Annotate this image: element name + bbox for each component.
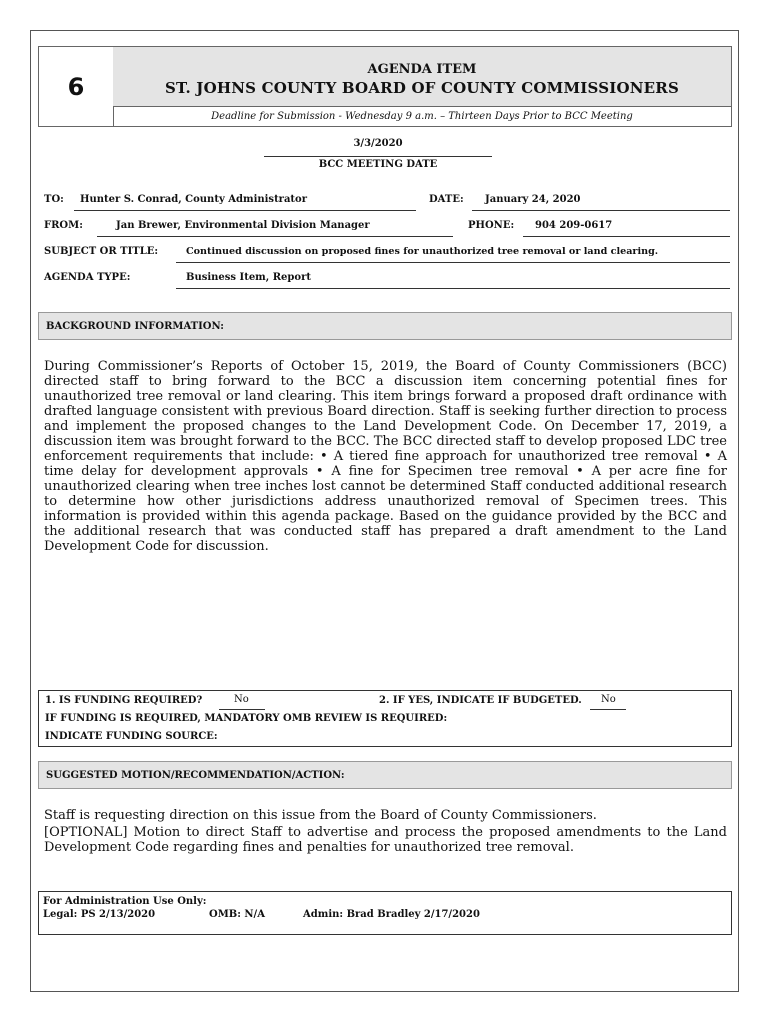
background-text: During Commissioner’s Reports of October 15, 2019, the Board of County Commissioners (BCC) directed staff to bring forward to the BCC a discussion item concerning potential fines for unauthorized tree removal or land clearing. This item brings forward a proposed draft ordinance with drafted language consistent with previous Board direction. Staff is seeking further direction to process and implement the proposed changes to the Land Development Code. On December 17, 2019, a discussion item was brought forward to the BCC. The BCC directed staff to develop proposed LDC tree enforcement requirements that include: • A tiered fine approach for unauthorized tree removal • A time delay for development approvals • A fine for Specimen tree removal • A per acre fine for unauthorized clearing when tree inches lost cannot be determined Staff conducted additional research to determine how other jurisdictions address unauthorized removal of Specimen trees. This information is provided within this agenda package. Based on the guidance provided by the BCC and the additional research that was conducted staff has prepared a draft amendment to the Land Development Code for discussion. bbox=[44, 359, 727, 554]
admin-review: Admin: Brad Bradley 2/17/2020 bbox=[303, 909, 480, 920]
agenda-header bbox=[38, 46, 732, 127]
budgeted-line bbox=[590, 709, 626, 710]
meeting-date-line bbox=[264, 156, 492, 157]
budgeted-value: No bbox=[601, 694, 616, 705]
board-title: ST. JOHNS COUNTY BOARD OF COUNTY COMMISSIONERS bbox=[165, 79, 679, 97]
funding-required-line bbox=[219, 709, 265, 710]
agenda-item-number: 6 bbox=[39, 47, 114, 126]
funding-required-label: 1. IS FUNDING REQUIRED? bbox=[45, 695, 203, 706]
legal-review: Legal: PS 2/13/2020 bbox=[43, 909, 156, 920]
agenda-type-label: AGENDA TYPE: bbox=[44, 272, 131, 283]
subject-label: SUBJECT OR TITLE: bbox=[44, 246, 159, 257]
agenda-type-line bbox=[176, 288, 730, 289]
title-box bbox=[113, 47, 731, 107]
date-value: January 24, 2020 bbox=[485, 194, 581, 205]
meeting-date-label: BCC MEETING DATE bbox=[318, 159, 438, 170]
phone-value: 904 209-0617 bbox=[535, 220, 613, 231]
from-label: FROM: bbox=[44, 220, 83, 231]
to-line bbox=[74, 210, 416, 211]
funding-required-value: No bbox=[234, 694, 249, 705]
from-line bbox=[97, 236, 453, 237]
meeting-date: 3/3/2020 bbox=[353, 138, 403, 149]
from-value: Jan Brewer, Environmental Division Manager bbox=[116, 220, 370, 231]
to-label: TO: bbox=[44, 194, 64, 205]
motion-line-2: [OPTIONAL] Motion to direct Staff to advertise and process the proposed amendments to the Land Development Code regarding fines and penalties for unauthorized tree removal. bbox=[44, 825, 727, 855]
subject-value: Continued discussion on proposed fines for unauthorized tree removal or land clearing. bbox=[186, 246, 659, 257]
subject-line bbox=[176, 262, 730, 263]
date-label: DATE: bbox=[429, 194, 464, 205]
omb-review: OMB: N/A bbox=[209, 909, 265, 920]
motion-heading: SUGGESTED MOTION/RECOMMENDATION/ACTION: bbox=[38, 761, 732, 789]
phone-label: PHONE: bbox=[468, 220, 515, 231]
motion-line-1: Staff is requesting direction on this issue from the Board of County Commissioners. bbox=[44, 808, 597, 823]
budgeted-label: 2. IF YES, INDICATE IF BUDGETED. bbox=[379, 695, 582, 706]
funding-source-label: INDICATE FUNDING SOURCE: bbox=[45, 731, 218, 742]
phone-line bbox=[523, 236, 730, 237]
to-value: Hunter S. Conrad, County Administrator bbox=[80, 194, 307, 205]
agenda-type-value: Business Item, Report bbox=[186, 272, 311, 283]
omb-review-note: IF FUNDING IS REQUIRED, MANDATORY OMB REVIEW IS REQUIRED: bbox=[45, 713, 448, 724]
background-heading: BACKGROUND INFORMATION: bbox=[38, 312, 732, 340]
date-line bbox=[472, 210, 730, 211]
agenda-item-title: AGENDA ITEM bbox=[367, 62, 477, 77]
funding-box bbox=[38, 690, 732, 747]
submission-deadline: Deadline for Submission - Wednesday 9 a.m. – Thirteen Days Prior to BCC Meeting bbox=[211, 111, 633, 122]
admin-box bbox=[38, 891, 732, 935]
admin-title: For Administration Use Only: bbox=[43, 896, 207, 907]
